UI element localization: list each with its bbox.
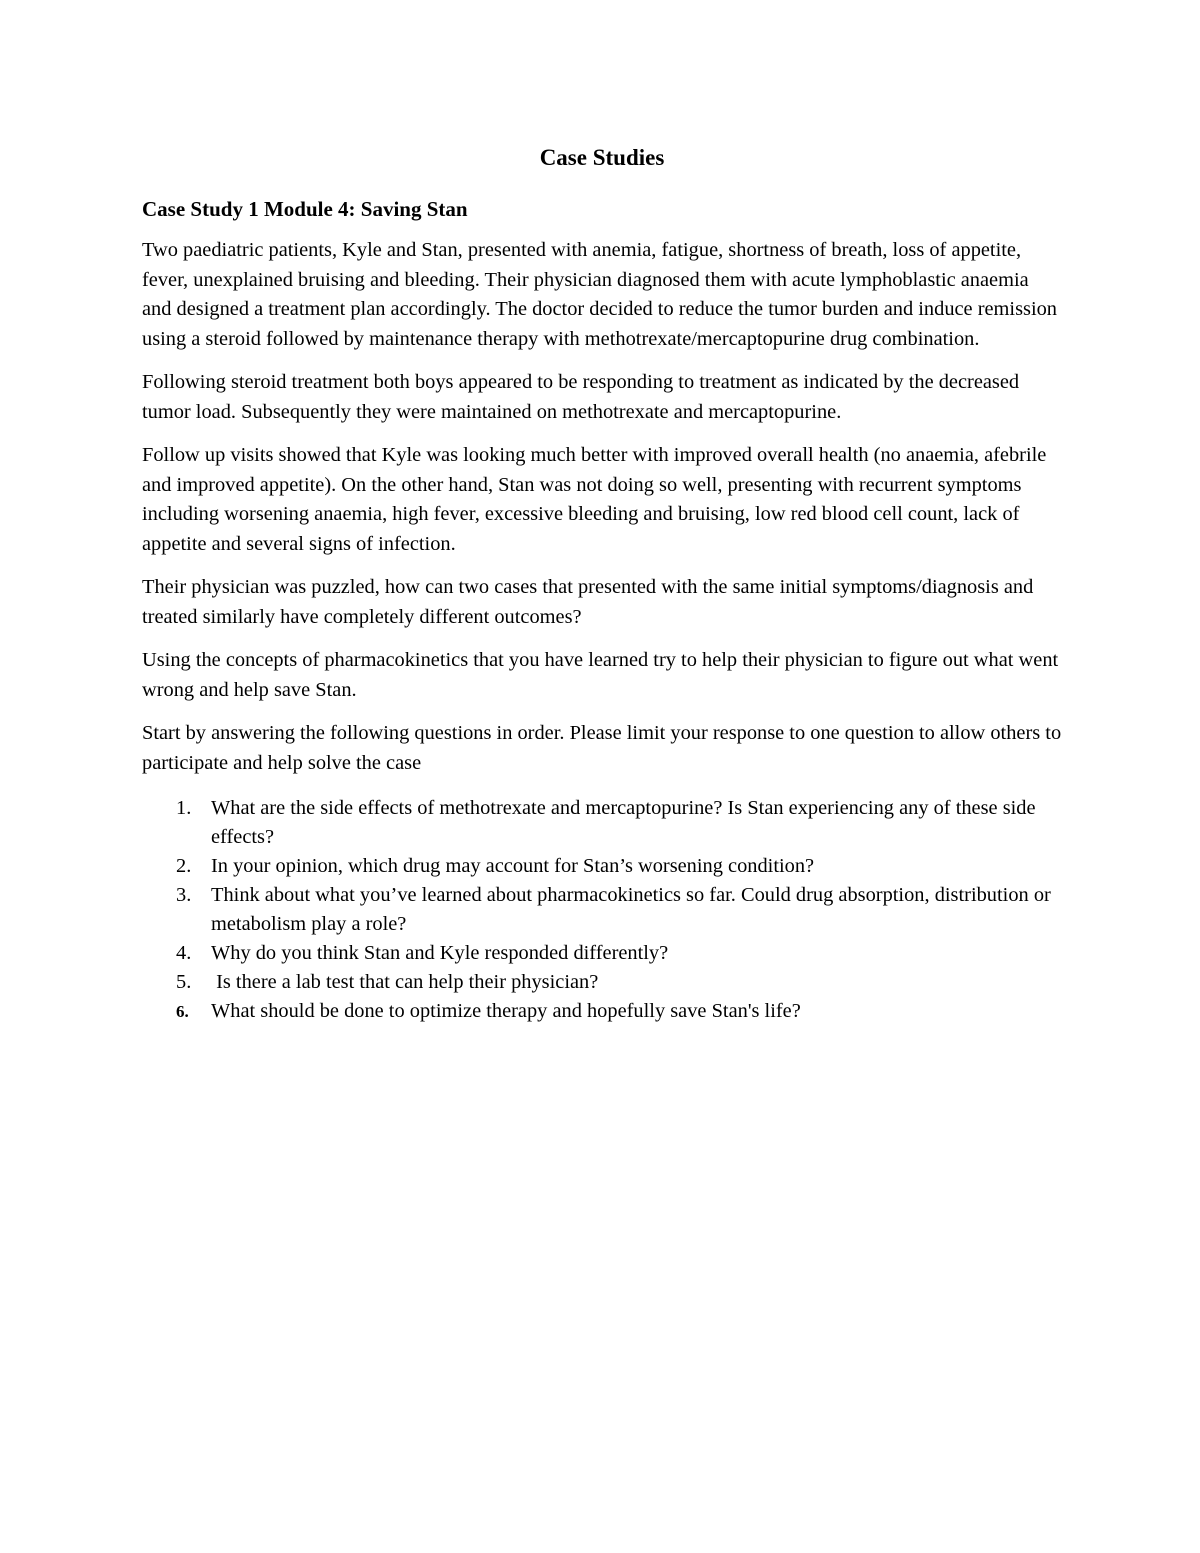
question-text: What are the side effects of methotrexate and mercaptopurine? Is Stan experiencing any of these side effects?: [211, 797, 1036, 848]
list-item: [142, 939, 1062, 968]
question-text: Why do you think Stan and Kyle responded differently?: [211, 942, 669, 964]
question-text: What should be done to optimize therapy and hopefully save Stan's life?: [211, 1000, 801, 1022]
paragraph-physician-puzzled: Their physician was puzzled, how can two cases that presented with the same initial symptoms/diagnosis and treated similarly have completely different outcomes?: [142, 576, 1034, 628]
list-item: [142, 968, 1062, 997]
question-number: 6.: [176, 1002, 189, 1021]
paragraph-instructions: Start by answering the following questions in order. Please limit your response to one question to allow others to participate and help solve the case: [142, 722, 1062, 774]
question-text: Is there a lab test that can help their physician?: [211, 971, 599, 993]
question-text: In your opinion, which drug may account for Stan’s worsening condition?: [211, 855, 815, 877]
question-text: Think about what you’ve learned about pharmacokinetics so far. Could drug absorption, distribution or metabolism play a role?: [211, 884, 1051, 935]
paragraph-follow-up: Follow up visits showed that Kyle was looking much better with improved overall health (no anaemia, afebrile and improved appetite). On the other hand, Stan was not doing so well, presenting with recurrent symptoms including worsening anaemia, high fever, excessive bleeding and bruising, low red blood cell count, lack of appetite and several signs of infection.: [142, 444, 1047, 555]
question-number: 5.: [176, 971, 192, 993]
question-number: 1.: [176, 797, 192, 819]
paragraph-steroid-treatment: Following steroid treatment both boys appeared to be responding to treatment as indicated by the decreased tumor load. Subsequently they were maintained on methotrexate and mercaptopurine.: [142, 371, 1020, 423]
document-page: [142, 140, 1062, 1026]
question-number: 3.: [176, 884, 192, 906]
document-title: Case Studies: [539, 145, 665, 170]
list-item: [142, 794, 1062, 852]
paragraph-pharmacokinetics: Using the concepts of pharmacokinetics that you have learned try to help their physician to figure out what went wrong and help save Stan.: [142, 649, 1059, 701]
paragraph-presentation: Two paediatric patients, Kyle and Stan, presented with anemia, fatigue, shortness of breath, loss of appetite, fever, unexplained bruising and bleeding. Their physician diagnosed them with acute lymphoblastic anaemia and designed a treatment plan accordingly. The doctor decided to reduce the tumor burden and induce remission using a steroid followed by maintenance therapy with methotrexate/mercaptopurine drug combination.: [142, 239, 1057, 350]
list-item: [142, 997, 1062, 1026]
case-study-heading: Case Study 1 Module 4: Saving Stan: [142, 197, 468, 221]
question-number: 4.: [176, 942, 192, 964]
question-list: [142, 794, 1062, 1026]
list-item: [142, 881, 1062, 939]
question-number: 2.: [176, 855, 192, 877]
list-item: [142, 852, 1062, 881]
